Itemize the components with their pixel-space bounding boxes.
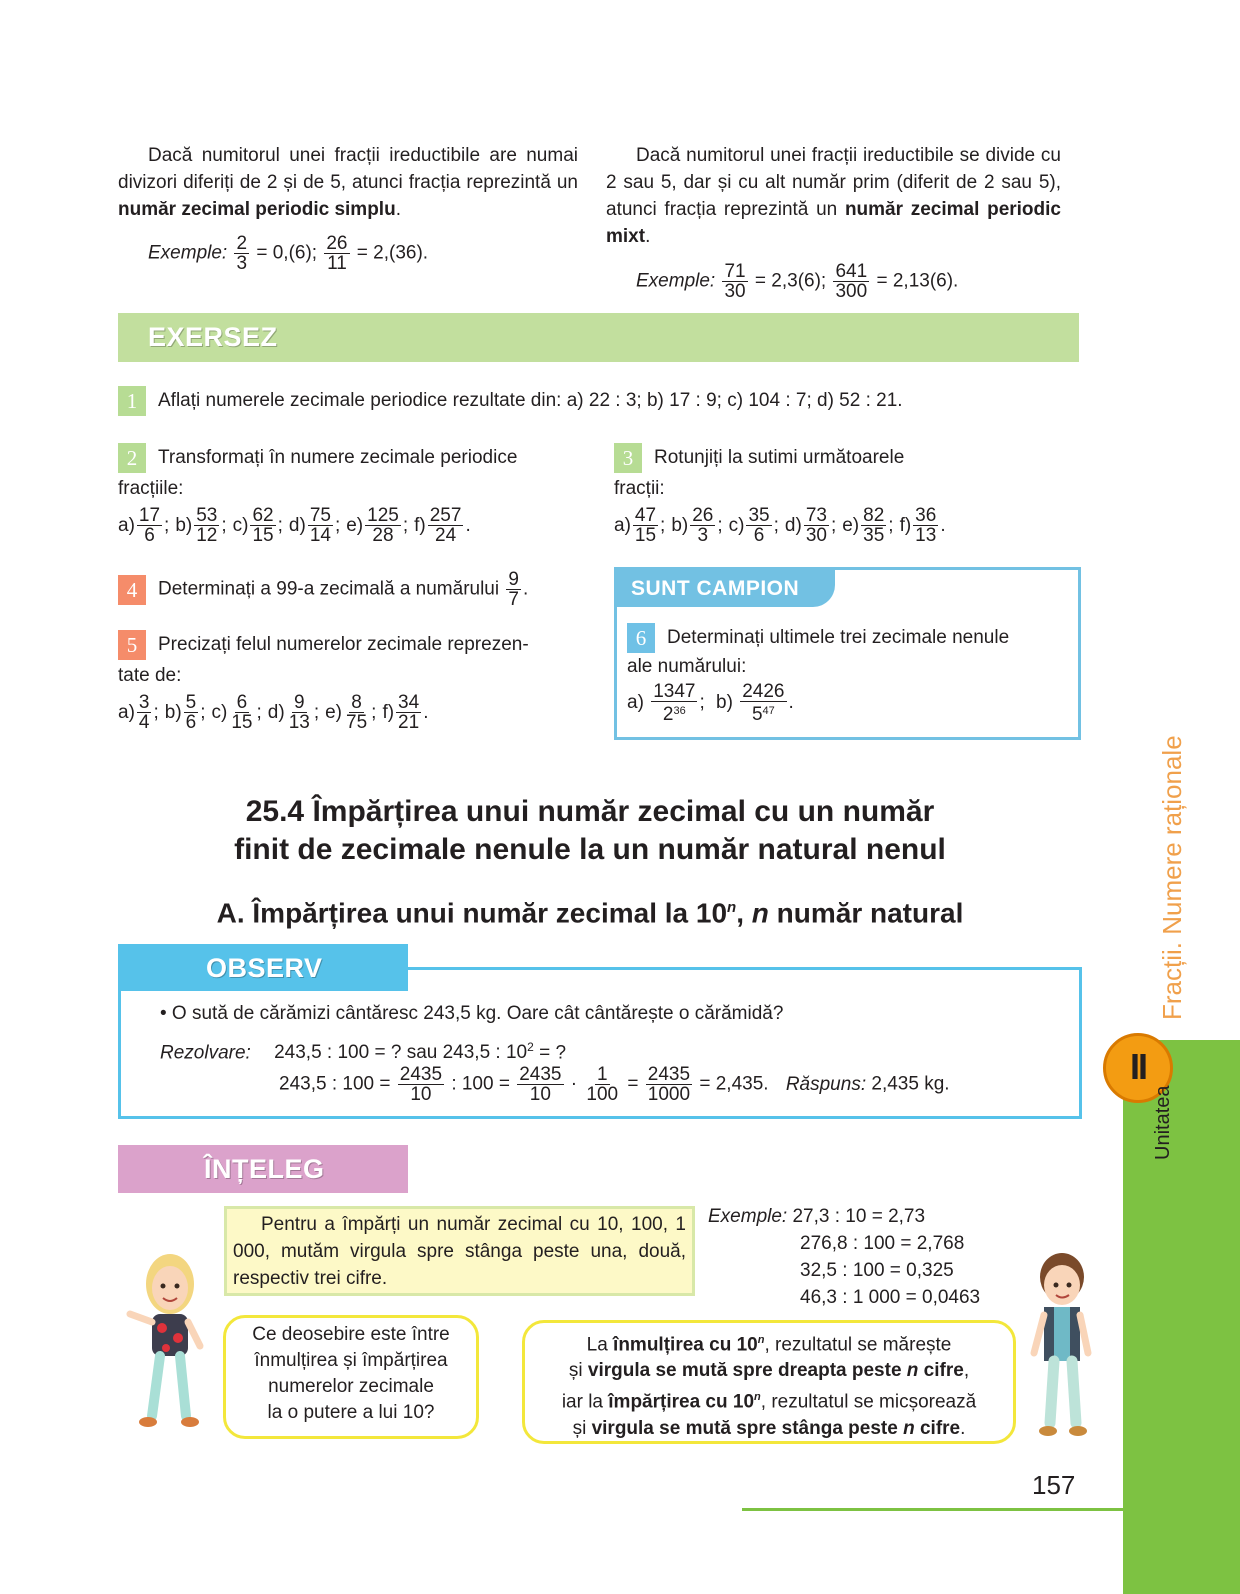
exercise-number: 4 <box>118 575 146 605</box>
item-separator: ; <box>164 514 170 536</box>
item-label: f) <box>414 514 426 536</box>
fraction-item <box>288 505 341 546</box>
item-label: e) <box>842 514 860 536</box>
observ-header: OBSERV <box>118 944 408 991</box>
inteleg-examples: Exemple: 27,3 : 10 = 2,73 276,8 : 100 = 2,768 32,5 : 100 = 0,325 46,3 : 1 000 = 0,0463 <box>708 1206 981 1308</box>
fraction-item <box>346 505 409 546</box>
campion-header: SUNT CAMPION <box>617 570 835 607</box>
exercise-2: 2 Transformați în numere zecimale periodice fracțiile: a) $\frac{17}{6}$ ; b) $\frac{53}{12}$ ; c) $\frac{62}{15}$ ; d) $\frac{75}{14}$ ; e) $\frac{125}{28}$ ; f) $\frac{257}{24}$ . <box>118 443 580 545</box>
exercise-2-fractions <box>118 506 580 545</box>
campion-box: SUNT CAMPION 6 Determinați ultimele trei zecimale nenule ale numărului: a) $\frac{1347}{2^{36}}$ ; b) $\frac{2426}{5^{47}}$ . <box>614 567 1081 740</box>
fraction: $\frac{1347}{2^{36}}$ <box>653 681 696 725</box>
item-separator: ; <box>153 701 159 723</box>
fraction: $\frac{641}{300}$ <box>835 261 868 302</box>
page-number: 157 <box>1032 1470 1076 1500</box>
unit-badge: II <box>1103 1033 1173 1103</box>
rule-simple-periodic: Dacă numitorul unei fracții ireductibile are numai divizori diferiți de 2 și de 5, atunci fracția reprezintă un număr zecimal periodic simplu. <box>118 145 578 220</box>
fraction-item <box>671 505 723 546</box>
fraction: $\frac{2435}{10}$ <box>399 1064 443 1105</box>
exercise-number: 5 <box>118 630 146 660</box>
item-label: b) <box>175 514 193 536</box>
fraction: $\frac{35}{6}$ <box>748 505 770 546</box>
exercise-1: 1 Aflați numerele zecimale periodice rezultate din: a) 22 : 3; b) 17 : 9; c) 104 : 7; d) 52 : 21. <box>118 386 903 416</box>
exercise-number: 2 <box>118 443 146 473</box>
fraction: $\frac{71}{30}$ <box>724 261 746 302</box>
chapter-title: Fracții. Numere raționale <box>1157 735 1187 1020</box>
exercise-4: 4 Determinați a 99-a zecimală a numărului $\frac{9}{7}$ . <box>118 570 528 609</box>
rule-mixed-periodic: Dacă numitorul unei fracții ireductibile se divide cu 2 sau 5, dar și cu alt număr prim (diferit de 2 sau 5), atunci fracția reprezintă un număr zecimal periodic mixt. <box>606 145 1061 247</box>
fraction: $\frac{2435}{1000}$ <box>647 1064 691 1105</box>
item-label: a) <box>118 514 135 536</box>
fraction: $\frac{257}{24}$ <box>429 505 462 546</box>
item-separator: . <box>423 701 429 723</box>
fraction-item <box>118 505 170 546</box>
item-label: c) <box>232 514 249 536</box>
item-label: d) <box>288 514 306 536</box>
item-label: c) <box>211 701 228 723</box>
section-title: 25.4 Împărțirea unui număr zecimal cu un număr finit de zecimale nenule la un număr natural nenul <box>234 795 946 866</box>
exercise-number: 3 <box>614 443 642 473</box>
fraction: $\frac{17}{6}$ <box>138 505 161 546</box>
exercise-3-fractions <box>614 506 1076 545</box>
fraction: $\frac{9}{7}$ <box>508 569 519 610</box>
item-separator: ; <box>371 701 377 723</box>
question-bubble: Ce deosebire este între înmulțirea și împărțirea numerelor zecimale la o putere a lui 10? <box>223 1315 479 1439</box>
exercise-5-fractions <box>118 693 580 732</box>
exersez-header: EXERSEZ <box>118 313 1079 362</box>
item-label: f) <box>382 701 395 723</box>
item-label: f) <box>899 514 912 536</box>
exercise-5: 5 Precizați felul numerelor zecimale reprezen- tate de: a) $\frac{3}{4}$ ; b) $\frac{5}{6}$ ; c) $\frac{6}{15}$ ; d) $\frac{9}{13}$ ; e) $\frac{8}{75}$ ; f) $\frac{34}{21}$ . <box>118 630 580 732</box>
fraction-item <box>164 692 206 733</box>
observ-question: • O sută de cărămizi cântăresc 243,5 kg. Oare cât cântărește o cărămidă? <box>160 1003 784 1024</box>
fraction: $\frac{47}{15}$ <box>634 505 657 546</box>
item-label: b) <box>671 514 689 536</box>
item-separator: ; <box>277 514 283 536</box>
fraction: $\frac{26}{3}$ <box>692 505 714 546</box>
answer-bubble: La înmulțirea cu 10$^n$, rezultatul se mărește și virgula se mută spre dreapta peste n cifre, iar la împărțirea cu 10$^n$, rezultatul se micșorează și virgula se mută spre stânga peste n cifre. <box>522 1320 1016 1444</box>
inteleg-header: ÎNȚELEG <box>118 1145 408 1193</box>
fraction: $\frac{125}{28}$ <box>367 505 399 546</box>
item-label: d) <box>267 701 285 723</box>
observ-solution-line2: 243,5 : 100 = $\frac{2435}{10}$ : 100 = $\frac{2435}{10}$ · $\frac{1}{100}$ = $\frac{2435}{1000}$ = 2,435. Răspuns: 2,435 kg. <box>279 1064 950 1105</box>
item-label: c) <box>728 514 745 536</box>
fraction-item <box>211 692 262 733</box>
fraction: $\frac{75}{14}$ <box>309 505 331 546</box>
fraction: $\frac{53}{12}$ <box>196 505 218 546</box>
fraction: $\frac{26}{11}$ <box>326 233 348 274</box>
fraction-item <box>784 505 837 546</box>
fraction: $\frac{3}{4}$ <box>138 692 150 733</box>
item-separator: ; <box>313 701 320 723</box>
fraction: $\frac{73}{30}$ <box>805 505 827 546</box>
boy-illustration <box>1018 1245 1108 1445</box>
item-label: d) <box>784 514 802 536</box>
fraction-item <box>728 505 779 546</box>
item-separator: ; <box>200 701 206 723</box>
footer-line <box>742 1508 1123 1511</box>
item-separator: ; <box>221 514 227 536</box>
item-label: b) <box>164 701 182 723</box>
fraction-item <box>899 505 946 546</box>
fraction: $\frac{2}{3}$ <box>236 233 248 274</box>
item-separator: ; <box>334 514 341 536</box>
exercise-3: 3 Rotunjiți la sutimi următoarele fracții: a) $\frac{47}{15}$ ; b) $\frac{26}{3}$ ; c) $\frac{35}{6}$ ; d) $\frac{73}{30}$ ; e) $\frac{82}{35}$ ; f) $\frac{36}{13}$ . <box>614 443 1076 545</box>
fraction-item <box>325 692 377 733</box>
item-separator: . <box>940 514 946 536</box>
girl-illustration <box>116 1248 216 1438</box>
unit-sidebar <box>1123 1040 1240 1594</box>
fraction-item <box>118 692 159 733</box>
item-separator: ; <box>256 701 262 723</box>
fraction: $\frac{5}{6}$ <box>185 692 197 733</box>
fraction-item <box>232 505 283 546</box>
item-label: e) <box>325 701 343 723</box>
example-simple: Exemple: $\frac{2}{3}$ = 0,(6); $\frac{26}{11}$ = 2,(36). <box>148 233 429 274</box>
fraction: $\frac{82}{35}$ <box>863 505 885 546</box>
item-separator: ; <box>830 514 837 536</box>
fraction-item <box>382 692 429 733</box>
example-mixed: Exemple: $\frac{71}{30}$ = 2,3(6); $\frac{641}{300}$ = 2,13(6). <box>636 261 959 302</box>
unit-label: Unitatea <box>1152 1085 1174 1160</box>
fraction: $\frac{6}{15}$ <box>231 692 253 733</box>
fraction: $\frac{1}{100}$ <box>586 1064 619 1105</box>
item-label: e) <box>346 514 364 536</box>
fraction: $\frac{9}{13}$ <box>288 692 310 733</box>
fraction-item <box>842 505 894 546</box>
exercise-number: 6 <box>627 623 655 653</box>
fraction: $\frac{34}{21}$ <box>398 692 420 733</box>
fraction-item <box>414 505 471 546</box>
fraction-item <box>267 692 320 733</box>
exercise-number: 1 <box>118 386 146 416</box>
fraction: $\frac{2435}{10}$ <box>519 1064 562 1105</box>
inteleg-rule-box: Pentru a împărți un număr zecimal cu 10, 100, 1 000, mutăm virgula spre stânga peste una, două, respectiv trei cifre. <box>224 1206 695 1296</box>
fraction: $\frac{62}{15}$ <box>252 505 274 546</box>
item-label: a) <box>118 701 135 723</box>
item-separator: ; <box>660 514 666 536</box>
item-separator: . <box>465 514 471 536</box>
item-separator: ; <box>402 514 409 536</box>
item-separator: ; <box>717 514 723 536</box>
item-separator: ; <box>888 514 894 536</box>
fraction-item <box>175 505 227 546</box>
fraction: $\frac{8}{75}$ <box>346 692 368 733</box>
fraction: $\frac{2426}{5^{47}}$ <box>742 681 785 725</box>
subsection-title: A. Împărțirea unui număr zecimal la 10$^n$, n număr natural <box>216 897 964 929</box>
item-separator: ; <box>773 514 779 536</box>
item-label: a) <box>614 514 631 536</box>
observ-solution-line1: Rezolvare: 243,5 : 100 = ? sau 243,5 : $10^2$ = ? <box>160 1040 567 1064</box>
fraction-item <box>614 505 666 546</box>
fraction: $\frac{36}{13}$ <box>915 505 937 546</box>
